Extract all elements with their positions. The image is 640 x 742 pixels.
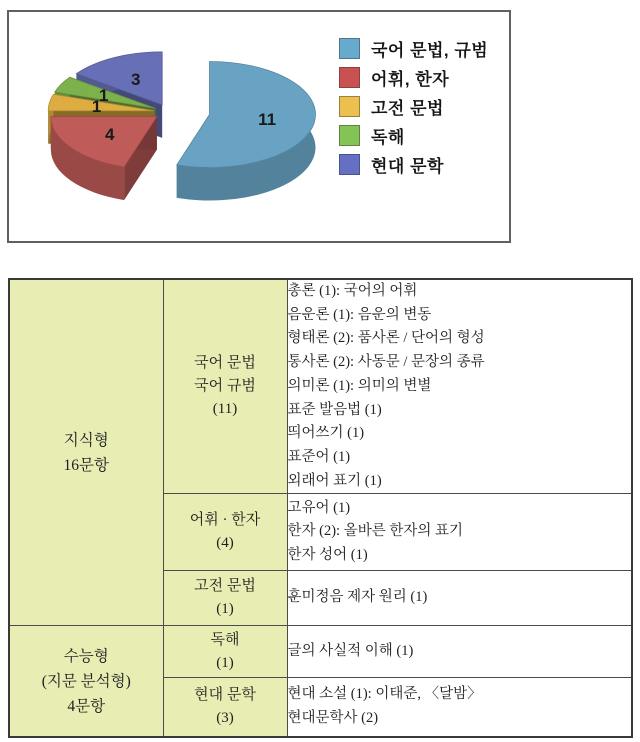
category-line: 고전 문법 <box>194 578 256 595</box>
detail-line: 글의 사실적 이해 (1) <box>287 642 414 659</box>
category-line: 국어 문법 <box>194 355 256 372</box>
detail-cell <box>287 678 632 737</box>
detail-line: 외래어 표기 (1) <box>287 472 382 489</box>
category-line: (1) <box>216 601 234 618</box>
group-label-line: 지식형 <box>63 431 109 449</box>
pie-slice-label: 11 <box>258 110 277 130</box>
pie-slice-label: 1 <box>98 86 109 106</box>
detail-line: 고유어 (1) <box>287 499 351 516</box>
category-line: (11) <box>212 401 238 418</box>
legend-label: 고전 문법 <box>371 99 444 118</box>
category-cell <box>163 678 287 737</box>
category-line: 어휘 · 한자 <box>189 512 261 529</box>
table-row <box>9 626 632 678</box>
detail-line: 한자 성어 (1) <box>287 547 368 564</box>
legend-swatch <box>339 154 360 175</box>
category-line: (1) <box>216 654 234 671</box>
category-cell <box>163 279 287 494</box>
pie-slice-label: 1 <box>91 97 102 117</box>
detail-line: 총론 (1): 국어의 어휘 <box>287 283 418 299</box>
category-line: 독해 <box>210 631 240 648</box>
chart-legend <box>339 38 488 183</box>
category-cell <box>163 494 287 571</box>
legend-label: 독해 <box>371 128 405 147</box>
detail-line: 통사론 (2): 사동문 / 문장의 종류 <box>287 354 485 371</box>
pie-slice-label: 3 <box>130 69 141 89</box>
detail-line: 한자 (2): 올바른 한자의 표기 <box>287 523 464 540</box>
group-label-line: 수능형 <box>63 647 109 665</box>
legend-label: 어휘, 한자 <box>371 70 450 89</box>
legend-label: 국어 문법, 규범 <box>371 41 489 60</box>
legend-item <box>339 38 488 59</box>
group-label-line: 16문항 <box>63 456 109 474</box>
pie-slice-1 <box>51 117 157 200</box>
chart-box <box>7 10 511 243</box>
legend-item <box>339 125 488 146</box>
category-cell <box>163 626 287 678</box>
detail-line: 표준 발음법 (1) <box>287 401 382 418</box>
detail-line: 현대문학사 (2) <box>287 710 379 727</box>
category-cell <box>163 571 287 626</box>
legend-swatch <box>339 67 360 88</box>
legend-item <box>339 154 488 175</box>
detail-cell <box>287 279 632 494</box>
legend-item <box>339 96 488 117</box>
legend-swatch <box>339 38 360 59</box>
detail-line: 표준어 (1) <box>287 448 351 465</box>
category-line: 국어 규범 <box>194 378 256 395</box>
detail-cell <box>287 571 632 626</box>
detail-line: 훈미정음 제자 원리 (1) <box>287 589 428 606</box>
legend-label: 현대 문학 <box>371 157 444 176</box>
legend-swatch <box>339 125 360 146</box>
detail-line: 형태론 (2): 품사론 / 단어의 형성 <box>287 330 485 347</box>
category-line: (4) <box>216 535 234 552</box>
category-line: (3) <box>216 710 234 727</box>
detail-cell <box>287 626 632 678</box>
group-label-line: (지문 분석형) <box>41 672 131 690</box>
detail-line: 음운론 (1): 음운의 변동 <box>287 306 432 323</box>
detail-line: 띄어쓰기 (1) <box>287 425 365 442</box>
table-row <box>9 279 632 494</box>
group-cell <box>9 279 163 626</box>
detail-line: 현대 소설 (1): 이태준, 〈달밤〉 <box>287 686 482 703</box>
group-cell <box>9 626 163 737</box>
legend-swatch <box>339 96 360 117</box>
pie-slice-label: 4 <box>104 124 115 144</box>
detail-cell <box>287 494 632 571</box>
detail-line: 의미론 (1): 의미의 변별 <box>287 377 432 394</box>
legend-item <box>339 67 488 88</box>
group-label-line: 4문항 <box>67 697 106 715</box>
pie-slice-0 <box>177 62 316 201</box>
analysis-table <box>8 278 633 738</box>
category-line: 현대 문학 <box>194 687 256 704</box>
